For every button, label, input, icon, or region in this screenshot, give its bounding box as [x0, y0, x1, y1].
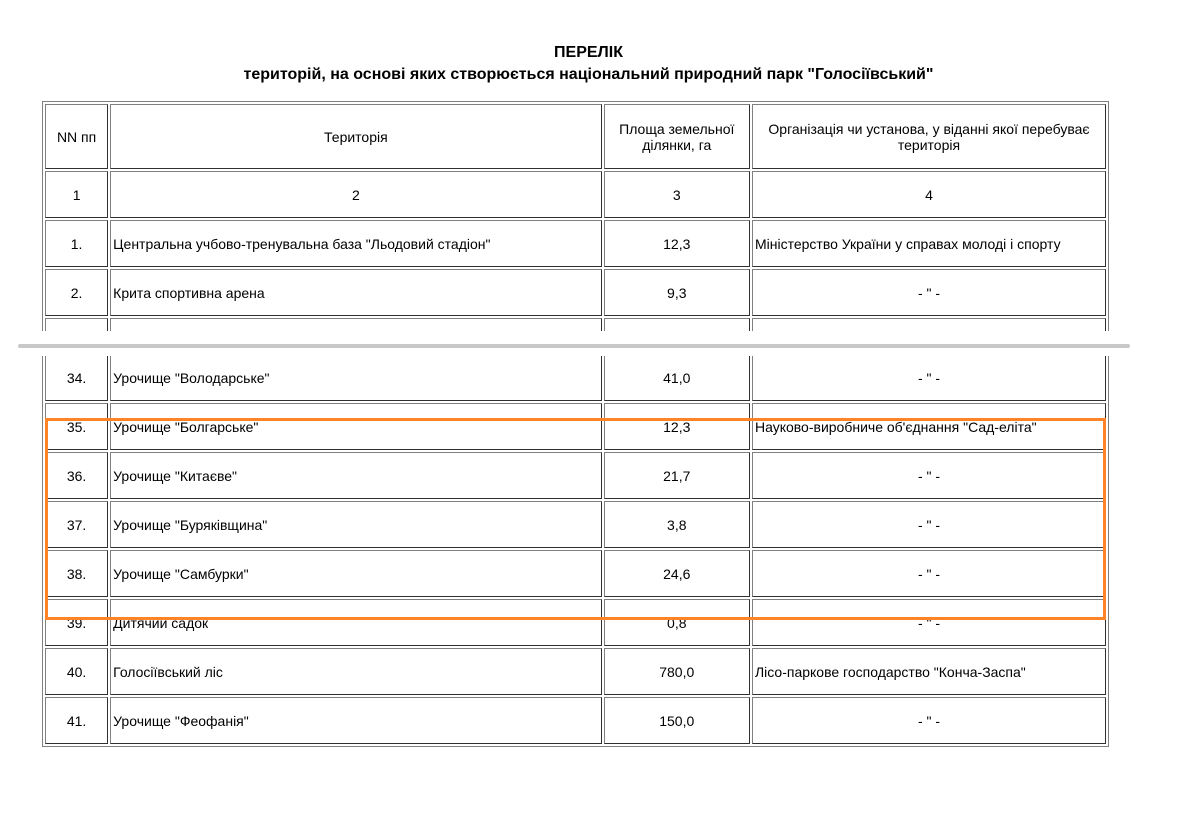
row-territory: Крита спортивна арена — [110, 269, 601, 316]
table-row — [45, 697, 1106, 744]
row-area: 12,3 — [604, 403, 750, 450]
header-territory: Територія — [110, 104, 601, 169]
row-territory: Голосіївський ліс — [110, 648, 601, 695]
row-territory: Урочище "Болгарське" — [110, 403, 601, 450]
section-divider — [18, 344, 1130, 348]
document-title: ПЕРЕЛІК — [554, 44, 623, 61]
row-number: 41. — [45, 697, 108, 744]
row-area: 780,0 — [604, 648, 750, 695]
table-row — [45, 452, 1106, 499]
row-organization: - " - — [752, 269, 1106, 316]
row-area: 150,0 — [604, 697, 750, 744]
row-territory: Центральна учбово-тренувальна база "Льодовий стадіон" — [110, 220, 601, 267]
table-row — [45, 501, 1106, 548]
row-territory: Урочище "Буряківщина" — [110, 501, 601, 548]
numbering-cell: 1 — [45, 171, 108, 218]
row-number: 2. — [45, 269, 108, 316]
row-organization: - " - — [752, 452, 1106, 499]
numbering-row — [45, 171, 1106, 218]
header-row — [45, 104, 1106, 169]
row-area: 9,3 — [604, 269, 750, 316]
row-organization: Лісо-паркове господарство "Конча-Заспа" — [752, 648, 1106, 695]
numbering-cell: 3 — [604, 171, 750, 218]
row-organization: Міністерство України у справах молоді і спорту — [752, 220, 1106, 267]
row-number: 36. — [45, 452, 108, 499]
row-area: 0,8 — [604, 599, 750, 646]
row-organization: - " - — [752, 356, 1106, 401]
table-row — [45, 648, 1106, 695]
row-organization: Науково-виробниче об'єднання "Сад-еліта" — [752, 403, 1106, 450]
header-number: NN пп — [45, 104, 108, 169]
row-territory: Дитячий садок — [110, 599, 601, 646]
row-territory: Урочище "Феофанія" — [110, 697, 601, 744]
territories-table — [42, 101, 1109, 331]
table-row — [45, 550, 1106, 597]
header-area: Площа земельної ділянки, га — [604, 104, 750, 169]
numbering-cell: 2 — [110, 171, 601, 218]
row-number: 40. — [45, 648, 108, 695]
row-organization: - " - — [752, 550, 1106, 597]
row-territory: Урочище "Самбурки" — [110, 550, 601, 597]
table-bottom-section — [0, 356, 1177, 820]
row-number: 1. — [45, 220, 108, 267]
table-top-section — [0, 0, 1177, 331]
row-area: 12,3 — [604, 220, 750, 267]
table-row — [45, 318, 1106, 331]
table-row — [45, 599, 1106, 646]
row-number: 37. — [45, 501, 108, 548]
row-organization: - " - — [752, 599, 1106, 646]
table-row — [45, 269, 1106, 316]
row-area: 41,0 — [604, 356, 750, 401]
table-row — [45, 220, 1106, 267]
row-territory: Урочище "Китаєве" — [110, 452, 601, 499]
numbering-cell: 4 — [752, 171, 1106, 218]
table-row — [45, 403, 1106, 450]
row-organization: - " - — [752, 501, 1106, 548]
row-number: 35. — [45, 403, 108, 450]
territories-table-continued — [42, 356, 1109, 747]
row-number: 34. — [45, 356, 108, 401]
header-organization: Організація чи установа, у віданні якої перебуває територія — [752, 104, 1106, 169]
table-row — [45, 356, 1106, 401]
row-organization: - " - — [752, 697, 1106, 744]
row-number: 39. — [45, 599, 108, 646]
document-subtitle: територій, на основі яких створюється національний природний парк "Голосіївський" — [243, 66, 934, 83]
row-area: 3,8 — [604, 501, 750, 548]
row-area: 21,7 — [604, 452, 750, 499]
row-territory: Урочище "Володарське" — [110, 356, 601, 401]
row-area: 24,6 — [604, 550, 750, 597]
row-number: 38. — [45, 550, 108, 597]
